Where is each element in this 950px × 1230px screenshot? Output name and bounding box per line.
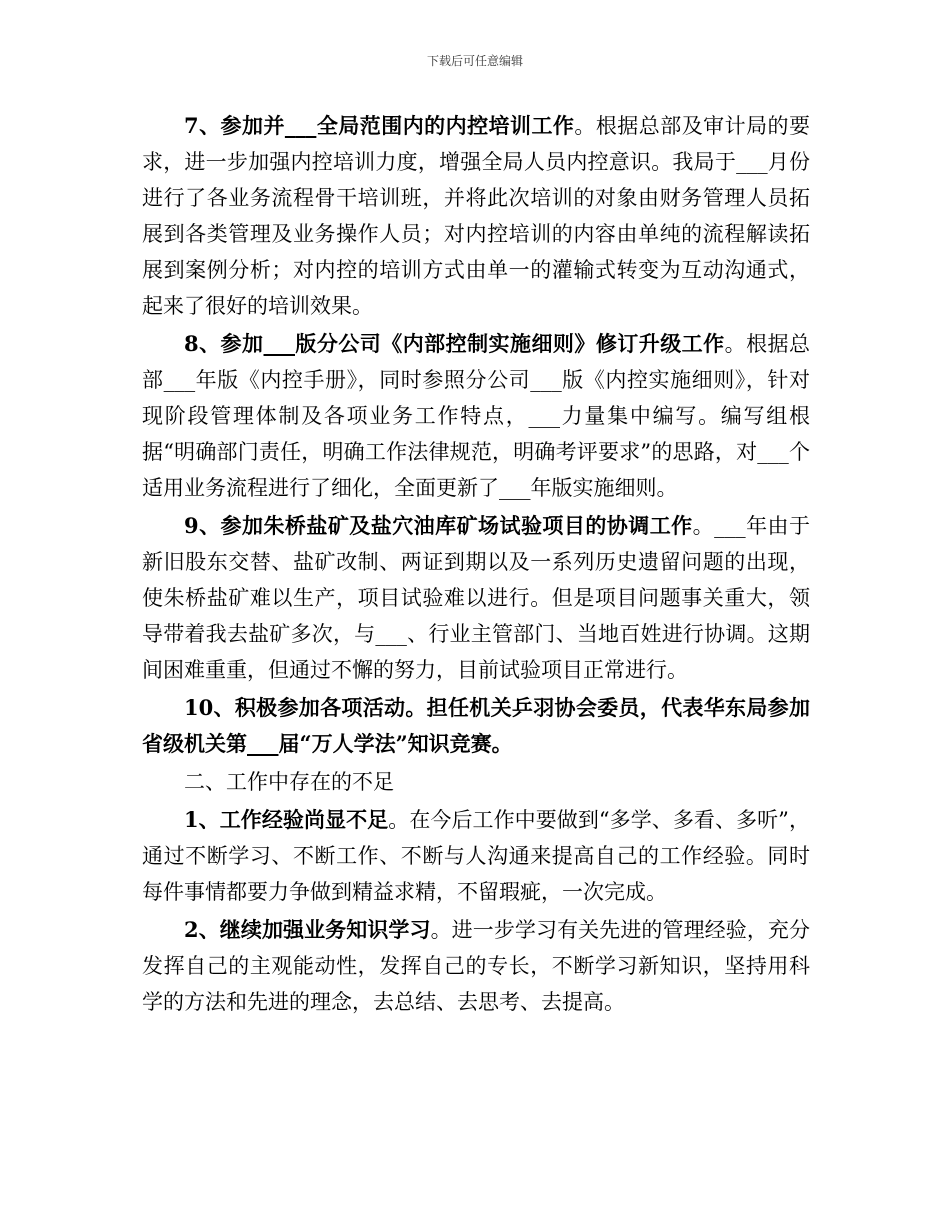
paragraph-heading: 9、参加朱桥盐矿及盐穴油库矿场试验项目的协调工作: [184, 513, 693, 538]
paragraph-text: 。根据总部___年版《内控手册》，同时参照分公司___版《内控实施细则》，针对现阶段管理体制及各项业务工作特点，___力量集中编写。编写组根据“明确部门责任，明确工作法律规范，明确考评要求”的思路，对___个适用业务流程进行了细化，全面更新了___年版实施细则。: [142, 332, 810, 500]
paragraph-item-7: [142, 108, 810, 324]
paragraph-shortcoming-2: [142, 912, 810, 1020]
paragraph-item-8: [142, 326, 810, 506]
section-heading-text: 二、工作中存在的不足: [184, 770, 394, 794]
paragraph-heading: 2、继续加强业务知识学习: [184, 917, 431, 942]
paragraph-item-10: [142, 690, 810, 762]
paragraph-heading: 8、参加___版分公司《内部控制实施细则》修订升级工作: [184, 331, 725, 356]
paragraph-heading: 10、积极参加各项活动。担任机关乒羽协会委员，代表华东局参加省级机关第___届“万人学法”知识竞赛。: [142, 695, 810, 756]
paragraph-text: 。根据总部及审计局的要求，进一步加强内控培训力度，增强全局人员内控意识。我局于___月份进行了各业务流程骨干培训班，并将此次培训的对象由财务管理人员拓展到各类管理及业务操作人员；对内控培训的内容由单纯的流程解读拓展到案例分析；对内控的培训方式由单一的灌输式转变为互动沟通式，起来了很好的培训效果。: [142, 114, 810, 318]
paragraph-text: 。___年由于新旧股东交替、盐矿改制、两证到期以及一系列历史遗留问题的出现，使朱桥盐矿难以生产，项目试验难以进行。但是项目问题事关重大，领导带着我去盐矿多次，与___、行业主管部门、当地百姓进行协调。这期间困难重重，但通过不懈的努力，目前试验项目正常进行。: [142, 514, 810, 682]
section-heading-shortcomings: [142, 764, 810, 800]
paragraph-shortcoming-1: [142, 802, 810, 910]
page-header: 下载后可任意编辑: [426, 54, 523, 68]
paragraph-text: 。进一步学习有关先进的管理经验，充分发挥自己的主观能动性，发挥自己的专长，不断学习新知识，坚持用科学的方法和先进的理念，去总结、去思考、去提高。: [142, 918, 810, 1014]
document-body: [142, 108, 810, 1020]
paragraph-item-9: [142, 508, 810, 688]
paragraph-heading: 7、参加并___全局范围内的内控培训工作: [184, 113, 575, 138]
paragraph-text: 。在今后工作中要做到“多学、多看、多听”，通过不断学习、不断工作、不断与人沟通来提高自己的工作经验。同时每件事情都要力争做到精益求精，不留瑕疵，一次完成。: [142, 808, 810, 904]
paragraph-heading: 1、工作经验尚显不足: [184, 807, 389, 832]
